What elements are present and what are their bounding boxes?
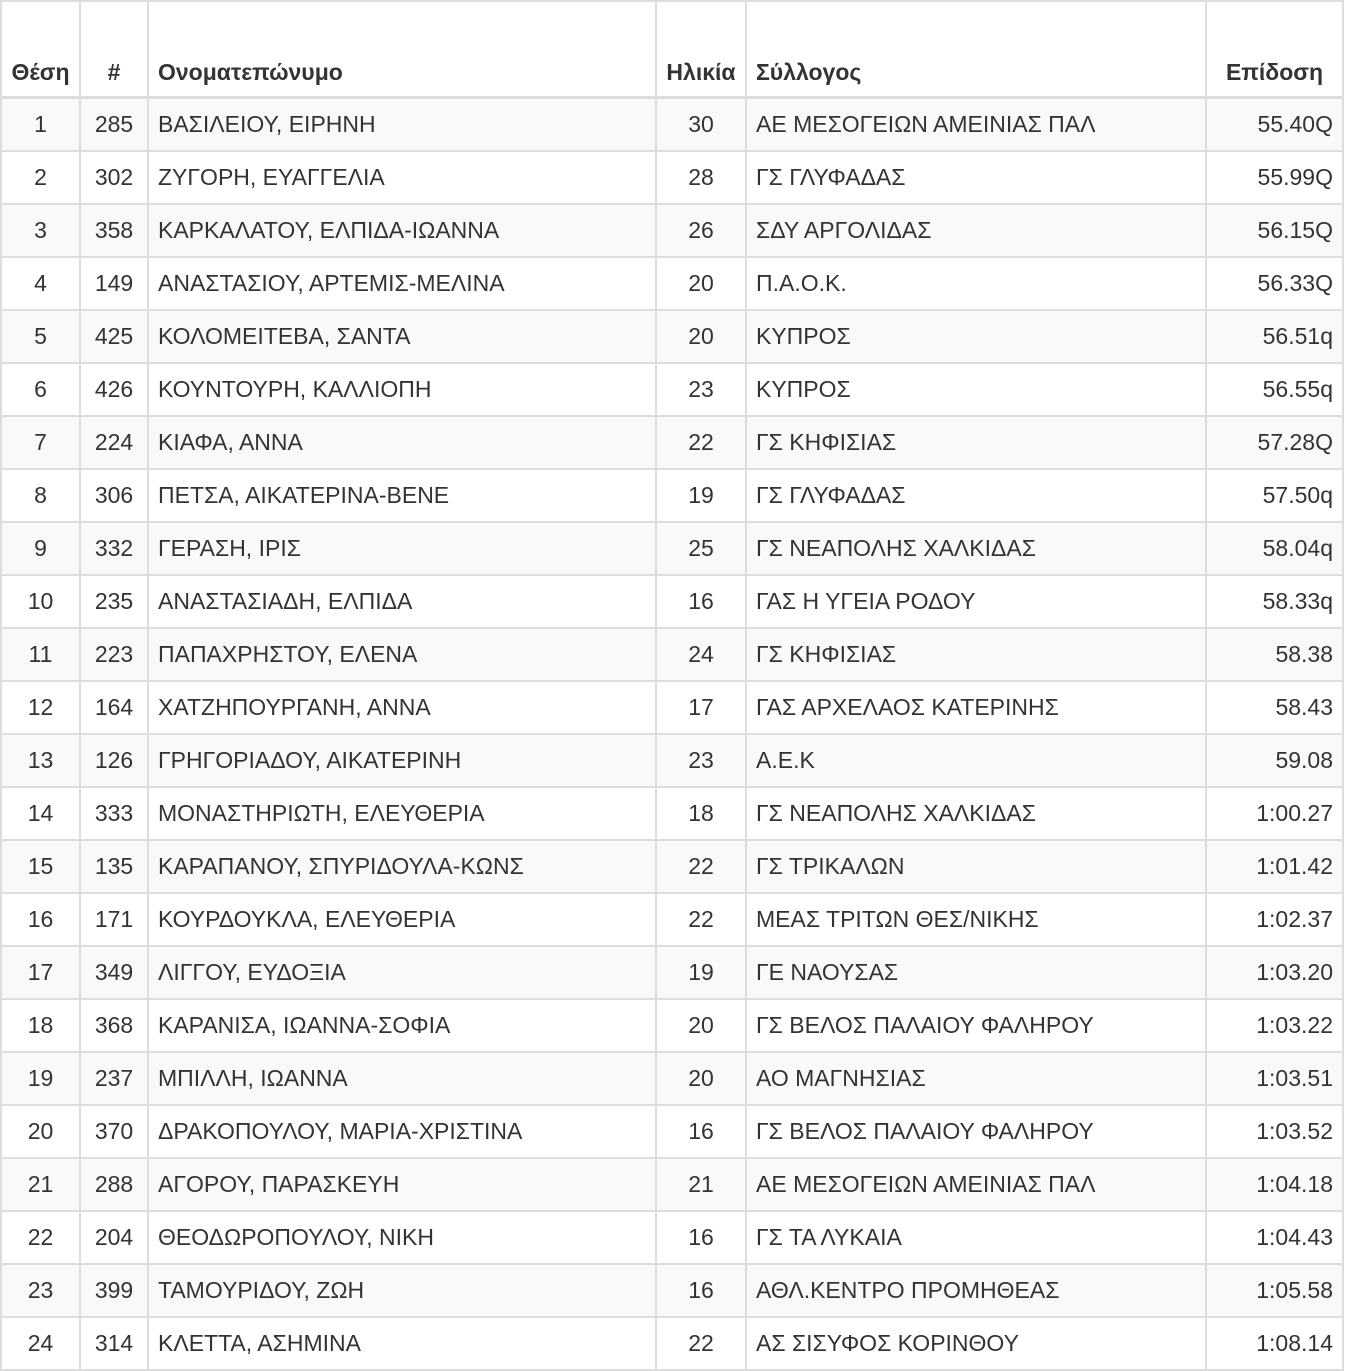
cell-result: 58.04q: [1206, 522, 1343, 575]
cell-club: ΚΥΠΡΟΣ: [746, 363, 1206, 416]
cell-bib: 333: [80, 787, 148, 840]
cell-bib: 164: [80, 681, 148, 734]
cell-age: 21: [656, 1158, 746, 1211]
header-club[interactable]: Σύλλογος: [746, 1, 1206, 98]
cell-position: 10: [1, 575, 80, 628]
cell-name: ΠΑΠΑΧΡΗΣΤΟΥ, ΕΛΕΝΑ: [148, 628, 656, 681]
cell-club: ΣΔΥ ΑΡΓΟΛΙΔΑΣ: [746, 204, 1206, 257]
cell-name: ΑΝΑΣΤΑΣΙΑΔΗ, ΕΛΠΙΔΑ: [148, 575, 656, 628]
cell-bib: 288: [80, 1158, 148, 1211]
table-row: [1, 98, 1343, 152]
cell-position: 11: [1, 628, 80, 681]
cell-result: 1:01.42: [1206, 840, 1343, 893]
cell-result: 1:03.52: [1206, 1105, 1343, 1158]
cell-position: 13: [1, 734, 80, 787]
cell-result: 59.08: [1206, 734, 1343, 787]
cell-age: 20: [656, 310, 746, 363]
cell-bib: 349: [80, 946, 148, 999]
cell-name: ΚΙΑΦΑ, ΑΝΝΑ: [148, 416, 656, 469]
cell-bib: 224: [80, 416, 148, 469]
cell-result: 1:02.37: [1206, 893, 1343, 946]
cell-name: ΛΙΓΓΟΥ, ΕΥΔΟΞΙΑ: [148, 946, 656, 999]
table-row: [1, 840, 1343, 893]
cell-age: 18: [656, 787, 746, 840]
cell-result: 1:05.58: [1206, 1264, 1343, 1317]
cell-position: 8: [1, 469, 80, 522]
cell-club: ΓΣ ΤΑ ΛΥΚΑΙΑ: [746, 1211, 1206, 1264]
cell-result: 56.33Q: [1206, 257, 1343, 310]
cell-age: 17: [656, 681, 746, 734]
cell-result: 1:03.51: [1206, 1052, 1343, 1105]
cell-age: 22: [656, 893, 746, 946]
cell-bib: 368: [80, 999, 148, 1052]
cell-position: 23: [1, 1264, 80, 1317]
table-row: [1, 575, 1343, 628]
cell-club: ΓΑΣ Η ΥΓΕΙΑ ΡΟΔΟΥ: [746, 575, 1206, 628]
cell-age: 22: [656, 840, 746, 893]
table-row: [1, 893, 1343, 946]
cell-name: ΚΟΛΟΜΕΙΤΕΒΑ, ΣΑΝΤΑ: [148, 310, 656, 363]
cell-club: ΓΣ ΓΛΥΦΑΔΑΣ: [746, 151, 1206, 204]
cell-club: ΑΟ ΜΑΓΝΗΣΙΑΣ: [746, 1052, 1206, 1105]
cell-position: 24: [1, 1317, 80, 1370]
cell-name: ΚΛΕΤΤΑ, ΑΣΗΜΙΝΑ: [148, 1317, 656, 1370]
header-position[interactable]: Θέση: [1, 1, 80, 98]
cell-age: 22: [656, 1317, 746, 1370]
table-row: [1, 1264, 1343, 1317]
cell-position: 4: [1, 257, 80, 310]
cell-age: 16: [656, 1264, 746, 1317]
cell-club: Α.Ε.Κ: [746, 734, 1206, 787]
table-row: [1, 734, 1343, 787]
cell-position: 18: [1, 999, 80, 1052]
table-row: [1, 257, 1343, 310]
cell-club: ΓΣ ΚΗΦΙΣΙΑΣ: [746, 628, 1206, 681]
cell-age: 20: [656, 999, 746, 1052]
table-row: [1, 681, 1343, 734]
table-row: [1, 628, 1343, 681]
cell-club: ΑΣ ΣΙΣΥΦΟΣ ΚΟΡΙΝΘΟΥ: [746, 1317, 1206, 1370]
cell-result: 57.28Q: [1206, 416, 1343, 469]
cell-age: 30: [656, 98, 746, 152]
cell-result: 58.33q: [1206, 575, 1343, 628]
table-row: [1, 946, 1343, 999]
cell-name: ΜΟΝΑΣΤΗΡΙΩΤΗ, ΕΛΕΥΘΕΡΙΑ: [148, 787, 656, 840]
cell-age: 16: [656, 1211, 746, 1264]
cell-club: ΓΣ ΓΛΥΦΑΔΑΣ: [746, 469, 1206, 522]
cell-position: 14: [1, 787, 80, 840]
table-header-row: [1, 1, 1343, 98]
cell-age: 16: [656, 1105, 746, 1158]
cell-position: 1: [1, 98, 80, 152]
cell-result: 56.55q: [1206, 363, 1343, 416]
cell-position: 9: [1, 522, 80, 575]
cell-bib: 399: [80, 1264, 148, 1317]
header-name[interactable]: Ονοματεπώνυμο: [148, 1, 656, 98]
cell-name: ΑΝΑΣΤΑΣΙΟΥ, ΑΡΤΕΜΙΣ-ΜΕΛΙΝΑ: [148, 257, 656, 310]
cell-bib: 358: [80, 204, 148, 257]
cell-age: 23: [656, 363, 746, 416]
results-body: [1, 98, 1343, 1371]
table-row: [1, 522, 1343, 575]
cell-age: 28: [656, 151, 746, 204]
cell-result: 1:03.22: [1206, 999, 1343, 1052]
cell-bib: 204: [80, 1211, 148, 1264]
cell-result: 58.43: [1206, 681, 1343, 734]
cell-position: 16: [1, 893, 80, 946]
cell-position: 5: [1, 310, 80, 363]
cell-name: ΒΑΣΙΛΕΙΟΥ, ΕΙΡΗΝΗ: [148, 98, 656, 152]
cell-result: 55.99Q: [1206, 151, 1343, 204]
cell-name: ΧΑΤΖΗΠΟΥΡΓΑΝΗ, ΑΝΝΑ: [148, 681, 656, 734]
cell-club: ΚΥΠΡΟΣ: [746, 310, 1206, 363]
cell-club: ΓΣ ΤΡΙΚΑΛΩΝ: [746, 840, 1206, 893]
cell-bib: 135: [80, 840, 148, 893]
table-row: [1, 1052, 1343, 1105]
cell-position: 15: [1, 840, 80, 893]
cell-position: 3: [1, 204, 80, 257]
cell-bib: 237: [80, 1052, 148, 1105]
cell-position: 6: [1, 363, 80, 416]
cell-age: 19: [656, 946, 746, 999]
table-row: [1, 310, 1343, 363]
cell-bib: 235: [80, 575, 148, 628]
cell-name: ΚΑΡΚΑΛΑΤΟΥ, ΕΛΠΙΔΑ-ΙΩΑΝΝΑ: [148, 204, 656, 257]
cell-name: ΜΠΙΛΛΗ, ΙΩΑΝΝΑ: [148, 1052, 656, 1105]
cell-bib: 370: [80, 1105, 148, 1158]
cell-age: 26: [656, 204, 746, 257]
cell-bib: 126: [80, 734, 148, 787]
table-row: [1, 1211, 1343, 1264]
cell-position: 21: [1, 1158, 80, 1211]
header-age[interactable]: Ηλικία: [656, 1, 746, 98]
table-row: [1, 999, 1343, 1052]
cell-position: 19: [1, 1052, 80, 1105]
cell-result: 1:00.27: [1206, 787, 1343, 840]
cell-result: 56.51q: [1206, 310, 1343, 363]
cell-name: ΠΕΤΣΑ, ΑΙΚΑΤΕΡΙΝΑ-ΒΕΝΕ: [148, 469, 656, 522]
cell-position: 7: [1, 416, 80, 469]
cell-club: ΓΣ ΚΗΦΙΣΙΑΣ: [746, 416, 1206, 469]
cell-bib: 332: [80, 522, 148, 575]
cell-bib: 171: [80, 893, 148, 946]
table-row: [1, 416, 1343, 469]
cell-age: 23: [656, 734, 746, 787]
cell-result: 1:03.20: [1206, 946, 1343, 999]
cell-result: 56.15Q: [1206, 204, 1343, 257]
cell-result: 1:04.18: [1206, 1158, 1343, 1211]
cell-result: 1:08.14: [1206, 1317, 1343, 1370]
table-row: [1, 1317, 1343, 1370]
table-row: [1, 363, 1343, 416]
cell-position: 2: [1, 151, 80, 204]
cell-age: 20: [656, 257, 746, 310]
cell-name: ΚΑΡΑΝΙΣΑ, ΙΩΑΝΝΑ-ΣΟΦΙΑ: [148, 999, 656, 1052]
cell-name: ΑΓΟΡΟΥ, ΠΑΡΑΣΚΕΥΗ: [148, 1158, 656, 1211]
cell-name: ΚΟΥΝΤΟΥΡΗ, ΚΑΛΛΙΟΠΗ: [148, 363, 656, 416]
table-row: [1, 151, 1343, 204]
cell-club: ΜΕΑΣ ΤΡΙΤΩΝ ΘΕΣ/ΝΙΚΗΣ: [746, 893, 1206, 946]
cell-club: ΑΕ ΜΕΣΟΓΕΙΩΝ ΑΜΕΙΝΙΑΣ ΠΑΛ: [746, 98, 1206, 152]
cell-club: ΓΣ ΝΕΑΠΟΛΗΣ ΧΑΛΚΙΔΑΣ: [746, 522, 1206, 575]
cell-name: ΤΑΜΟΥΡΙΔΟΥ, ΖΩΗ: [148, 1264, 656, 1317]
cell-result: 58.38: [1206, 628, 1343, 681]
cell-bib: 314: [80, 1317, 148, 1370]
table-row: [1, 204, 1343, 257]
cell-club: ΓΣ ΝΕΑΠΟΛΗΣ ΧΑΛΚΙΔΑΣ: [746, 787, 1206, 840]
cell-result: 55.40Q: [1206, 98, 1343, 152]
cell-bib: 285: [80, 98, 148, 152]
header-bib[interactable]: #: [80, 1, 148, 98]
cell-club: ΓΕ ΝΑΟΥΣΑΣ: [746, 946, 1206, 999]
header-result[interactable]: Επίδοση: [1206, 1, 1343, 98]
cell-club: ΑΘΛ.ΚΕΝΤΡΟ ΠΡΟΜΗΘΕΑΣ: [746, 1264, 1206, 1317]
table-row: [1, 787, 1343, 840]
cell-position: 12: [1, 681, 80, 734]
cell-bib: 426: [80, 363, 148, 416]
cell-bib: 223: [80, 628, 148, 681]
cell-age: 19: [656, 469, 746, 522]
cell-club: ΓΣ ΒΕΛΟΣ ΠΑΛΑΙΟΥ ΦΑΛΗΡΟΥ: [746, 1105, 1206, 1158]
cell-position: 17: [1, 946, 80, 999]
cell-age: 20: [656, 1052, 746, 1105]
cell-name: ΘΕΟΔΩΡΟΠΟΥΛΟΥ, ΝΙΚΗ: [148, 1211, 656, 1264]
cell-name: ΚΟΥΡΔΟΥΚΛΑ, ΕΛΕΥΘΕΡΙΑ: [148, 893, 656, 946]
cell-position: 22: [1, 1211, 80, 1264]
cell-bib: 306: [80, 469, 148, 522]
cell-name: ΓΡΗΓΟΡΙΑΔΟΥ, ΑΙΚΑΤΕΡΙΝΗ: [148, 734, 656, 787]
cell-club: ΓΑΣ ΑΡΧΕΛΑΟΣ ΚΑΤΕΡΙΝΗΣ: [746, 681, 1206, 734]
cell-age: 22: [656, 416, 746, 469]
cell-result: 57.50q: [1206, 469, 1343, 522]
cell-position: 20: [1, 1105, 80, 1158]
cell-age: 25: [656, 522, 746, 575]
table-row: [1, 1105, 1343, 1158]
table-row: [1, 469, 1343, 522]
cell-bib: 302: [80, 151, 148, 204]
cell-result: 1:04.43: [1206, 1211, 1343, 1264]
cell-club: ΓΣ ΒΕΛΟΣ ΠΑΛΑΙΟΥ ΦΑΛΗΡΟΥ: [746, 999, 1206, 1052]
cell-name: ΖΥΓΟΡΗ, ΕΥΑΓΓΕΛΙΑ: [148, 151, 656, 204]
cell-name: ΓΕΡΑΣΗ, ΙΡΙΣ: [148, 522, 656, 575]
cell-bib: 149: [80, 257, 148, 310]
cell-age: 24: [656, 628, 746, 681]
cell-bib: 425: [80, 310, 148, 363]
cell-age: 16: [656, 575, 746, 628]
cell-club: Π.Α.Ο.Κ.: [746, 257, 1206, 310]
cell-name: ΚΑΡΑΠΑΝΟΥ, ΣΠΥΡΙΔΟΥΛΑ-ΚΩΝΣ: [148, 840, 656, 893]
cell-club: ΑΕ ΜΕΣΟΓΕΙΩΝ ΑΜΕΙΝΙΑΣ ΠΑΛ: [746, 1158, 1206, 1211]
cell-name: ΔΡΑΚΟΠΟΥΛΟΥ, ΜΑΡΙΑ-ΧΡΙΣΤΙΝΑ: [148, 1105, 656, 1158]
table-row: [1, 1158, 1343, 1211]
